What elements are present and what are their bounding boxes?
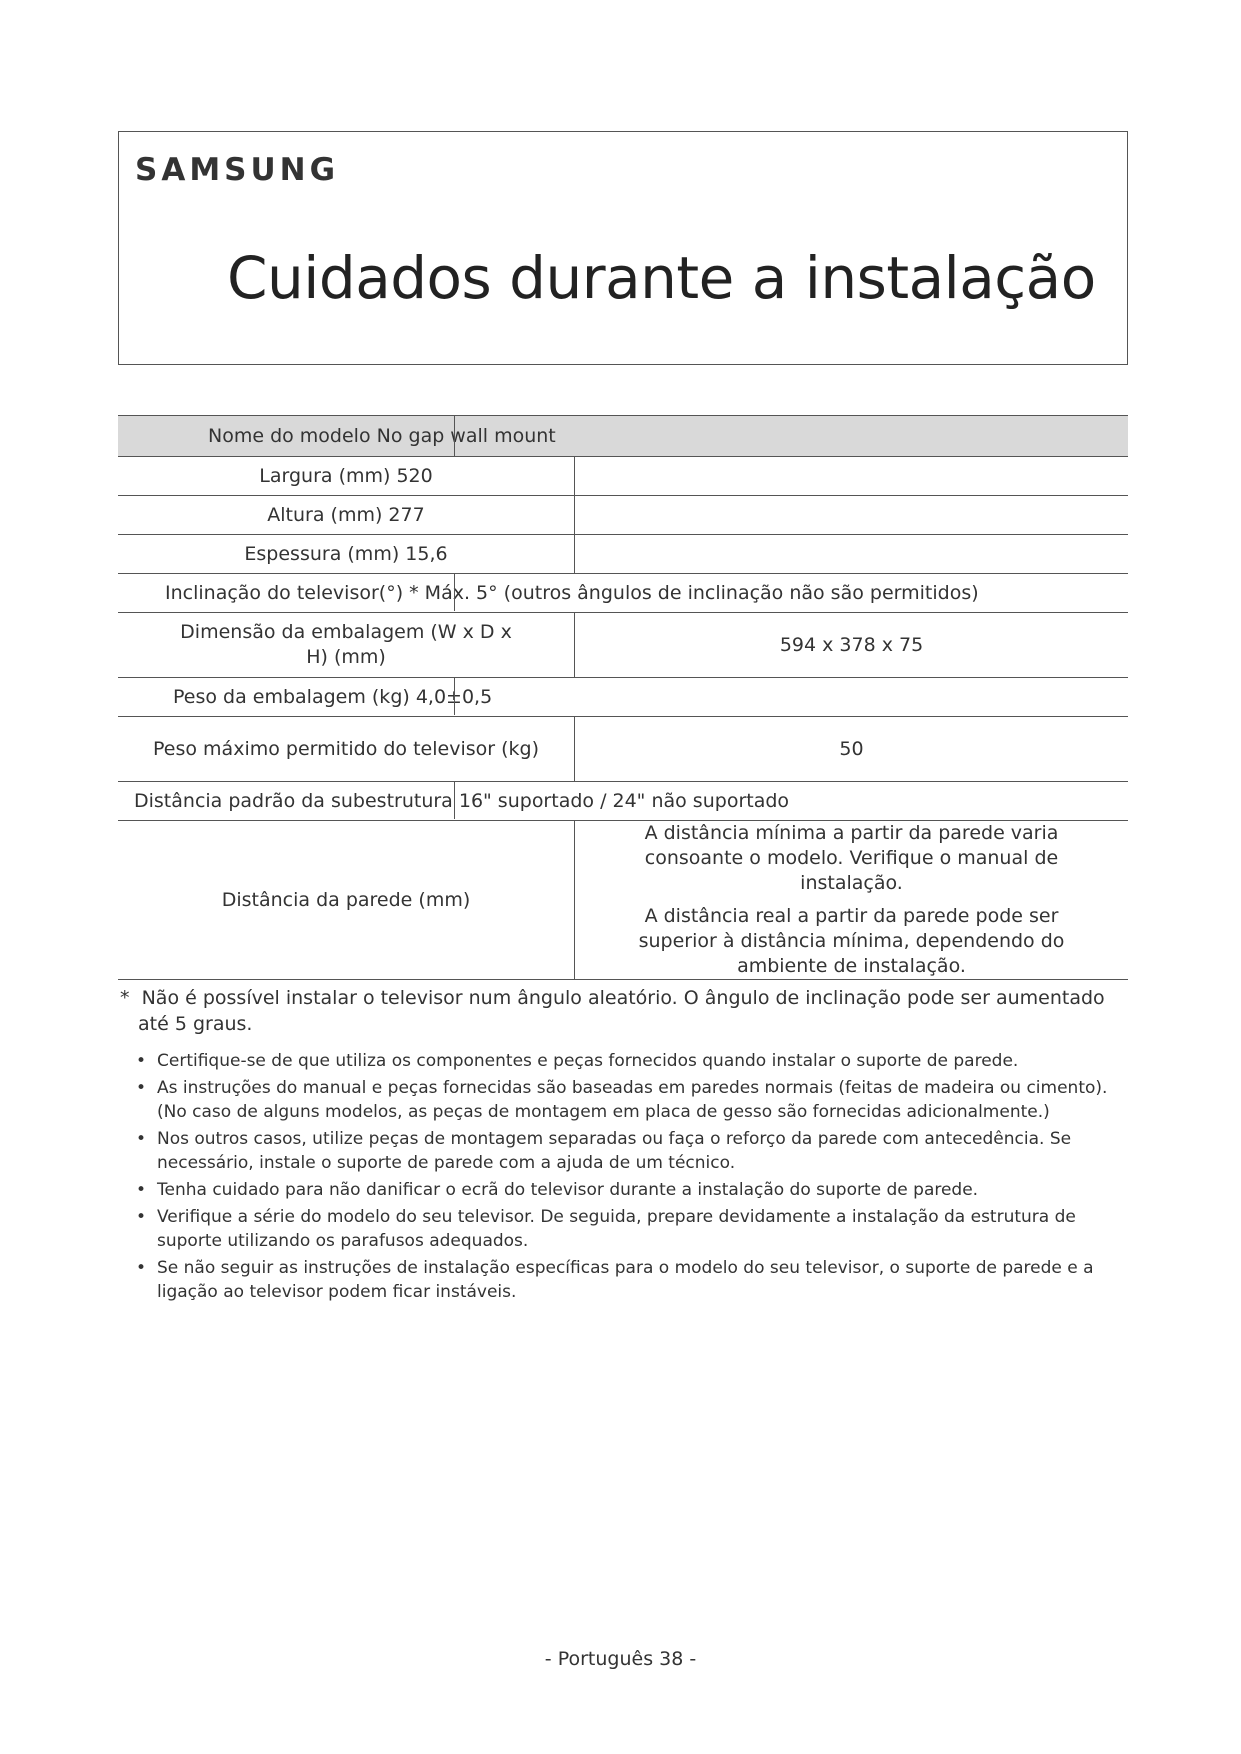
row-value-thickness [575, 535, 1129, 574]
list-item: • Verifique a série do modelo do seu televisor. De seguida, prepare devidamente a instalação da estrutura de suporte utilizando os parafusos adequados. [136, 1207, 1076, 1251]
row-value-wall-distance [575, 821, 1129, 980]
star-note-text: Não é possível instalar o televisor num ângulo aleatório. O ângulo de inclinação pode ser aumentado até 5 graus. [138, 987, 1105, 1035]
table-cell [118, 678, 1128, 717]
table-row [118, 535, 1128, 574]
row-value-package-dimension: 594 x 378 x 75 [575, 613, 1129, 678]
bullet-icon: • [136, 1258, 147, 1278]
row-label-max-weight: Peso máximo permitido do televisor (kg) [118, 717, 575, 782]
bullet-icon: • [136, 1051, 147, 1071]
table-row [118, 496, 1128, 535]
row-label-substructure: Distância padrão da subestrutura 16" suportado / 24" não suportado [134, 790, 790, 812]
table-row [118, 416, 1128, 457]
list-item: • Certifique-se de que utiliza os componentes e peças fornecidos quando instalar o suporte de parede. [136, 1051, 1019, 1071]
header-box [118, 131, 1128, 365]
samsung-logo: SAMSUNG [135, 152, 340, 188]
list-item: • Se não seguir as instruções de instalação específicas para o modelo do seu televisor, o suporte de parede e a ligação ao televisor podem ficar instáveis. [136, 1258, 1094, 1302]
list-item: • Nos outros casos, utilize peças de montagem separadas ou faça o reforço da parede com antecedência. Se necessário, instale o suporte de parede com a ajuda de um técnico. [136, 1129, 1072, 1173]
row-label-wall-distance: Distância da parede (mm) [118, 821, 575, 980]
asterisk-icon: * [120, 987, 130, 1009]
page-number: - Português 38 - [544, 1648, 697, 1670]
spec-table [118, 415, 1128, 980]
row-label-width: Largura (mm) 520 [118, 457, 575, 496]
table-row [118, 782, 1128, 821]
row-label-package-dimension: Dimensão da embalagem (W x D x H) (mm) [118, 613, 575, 678]
bullet-list [118, 1049, 1128, 1304]
table-cell [118, 574, 1128, 613]
table-row [118, 678, 1128, 717]
table-row [118, 717, 1128, 782]
row-label-thickness: Espessura (mm) 15,6 [118, 535, 575, 574]
row-label-height: Altura (mm) 277 [118, 496, 575, 535]
table-cell [118, 416, 1128, 457]
page-title: Cuidados durante a instalação [227, 244, 1096, 312]
table-row [118, 613, 1128, 678]
wall-distance-note-2: A distância real a partir da parede pode ser superior à distância mínima, dependendo do ambiente de instalação. [638, 905, 1065, 977]
row-label-package-weight: Peso da embalagem (kg) 4,0±0,5 [173, 686, 493, 708]
row-value-max-weight: 50 [575, 717, 1129, 782]
bullet-icon: • [136, 1078, 147, 1098]
row-value-height [575, 496, 1129, 535]
table-row [118, 457, 1128, 496]
table-cell [118, 782, 1128, 821]
row-label-model: Nome do modelo No gap wall mount [208, 425, 556, 447]
wall-distance-note-1: A distância mínima a partir da parede varia consoante o modelo. Verifique o manual de instalação. [644, 822, 1059, 894]
table-row [118, 574, 1128, 613]
row-value-width [575, 457, 1129, 496]
bullet-icon: • [136, 1207, 147, 1227]
list-item: • As instruções do manual e peças fornecidas são baseadas em paredes normais (feitas de madeira ou cimento). (No caso de alguns modelos, as peças de montagem em placa de gesso são fornecidas adicionalmente.) [136, 1078, 1108, 1122]
bullet-icon: • [136, 1180, 147, 1200]
row-label-tilt: Inclinação do televisor(°) * Máx. 5° (outros ângulos de inclinação não são permitidos) [165, 582, 979, 604]
bullet-icon: • [136, 1129, 147, 1149]
star-note [120, 985, 1128, 1037]
notes-section [118, 985, 1128, 1307]
table-row [118, 821, 1128, 980]
list-item: • Tenha cuidado para não danificar o ecrã do televisor durante a instalação do suporte de parede. [136, 1180, 979, 1200]
